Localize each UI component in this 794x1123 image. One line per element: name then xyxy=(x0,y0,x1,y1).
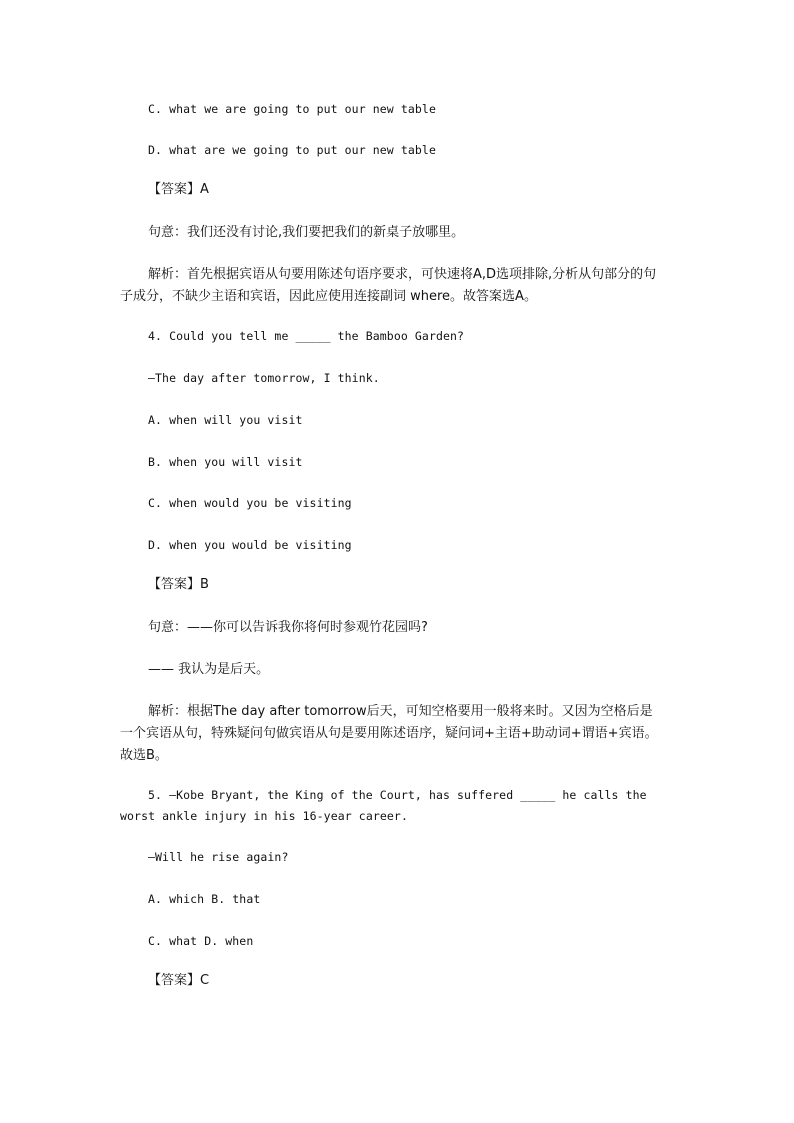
answer-q4: 【答案】B xyxy=(148,577,209,592)
analysis-q4: 解析：根据The day after tomorrow后天，可知空格要用一般将来时。又因为空格后是一个宾语从句，特殊疑问句做宾语从句是要用陈述语序，疑问词+主语+助动词+谓语+宾语。故选B。 xyxy=(120,704,658,763)
meaning-q3: 句意：我们还没有讨论,我们要把我们的新桌子放哪里。 xyxy=(148,225,465,240)
answer-q5: 【答案】C xyxy=(148,973,210,988)
option-c-q3: C. what we are going to put our new table xyxy=(148,102,436,116)
reply-q5: —Will he rise again? xyxy=(148,850,289,864)
analysis-q3: 解析：首先根据宾语从句要用陈述句语序要求，可快速将A,D选项排除,分析从句部分的句子成分，不缺少主语和宾语，因此应使用连接副词 where。故答案选A。 xyxy=(120,267,657,304)
option-a-q4: A. when will you visit xyxy=(148,413,303,427)
option-c-q4: C. when would you be visiting xyxy=(148,496,352,510)
option-cd-q5: C. what D. when xyxy=(148,934,254,948)
question-5: 5. —Kobe Bryant, the King of the Court, has suffered _____ he calls the worst ankle injury in his 16-year career. xyxy=(120,788,654,823)
question-4: 4. Could you tell me _____ the Bamboo Garden? xyxy=(148,329,465,343)
option-d-q4: D. when you would be visiting xyxy=(148,538,352,552)
option-d-q3: D. what are we going to put our new table xyxy=(148,143,436,157)
option-ab-q5: A. which B. that xyxy=(148,892,261,906)
reply-q4: —The day after tomorrow, I think. xyxy=(148,371,380,385)
answer-q3: 【答案】A xyxy=(148,182,209,197)
meaning-q4: 句意：——你可以告诉我你将何时参观竹花园吗? xyxy=(148,620,428,635)
option-b-q4: B. when you will visit xyxy=(148,455,303,469)
meaning-q4-reply: —— 我认为是后天。 xyxy=(148,662,270,677)
